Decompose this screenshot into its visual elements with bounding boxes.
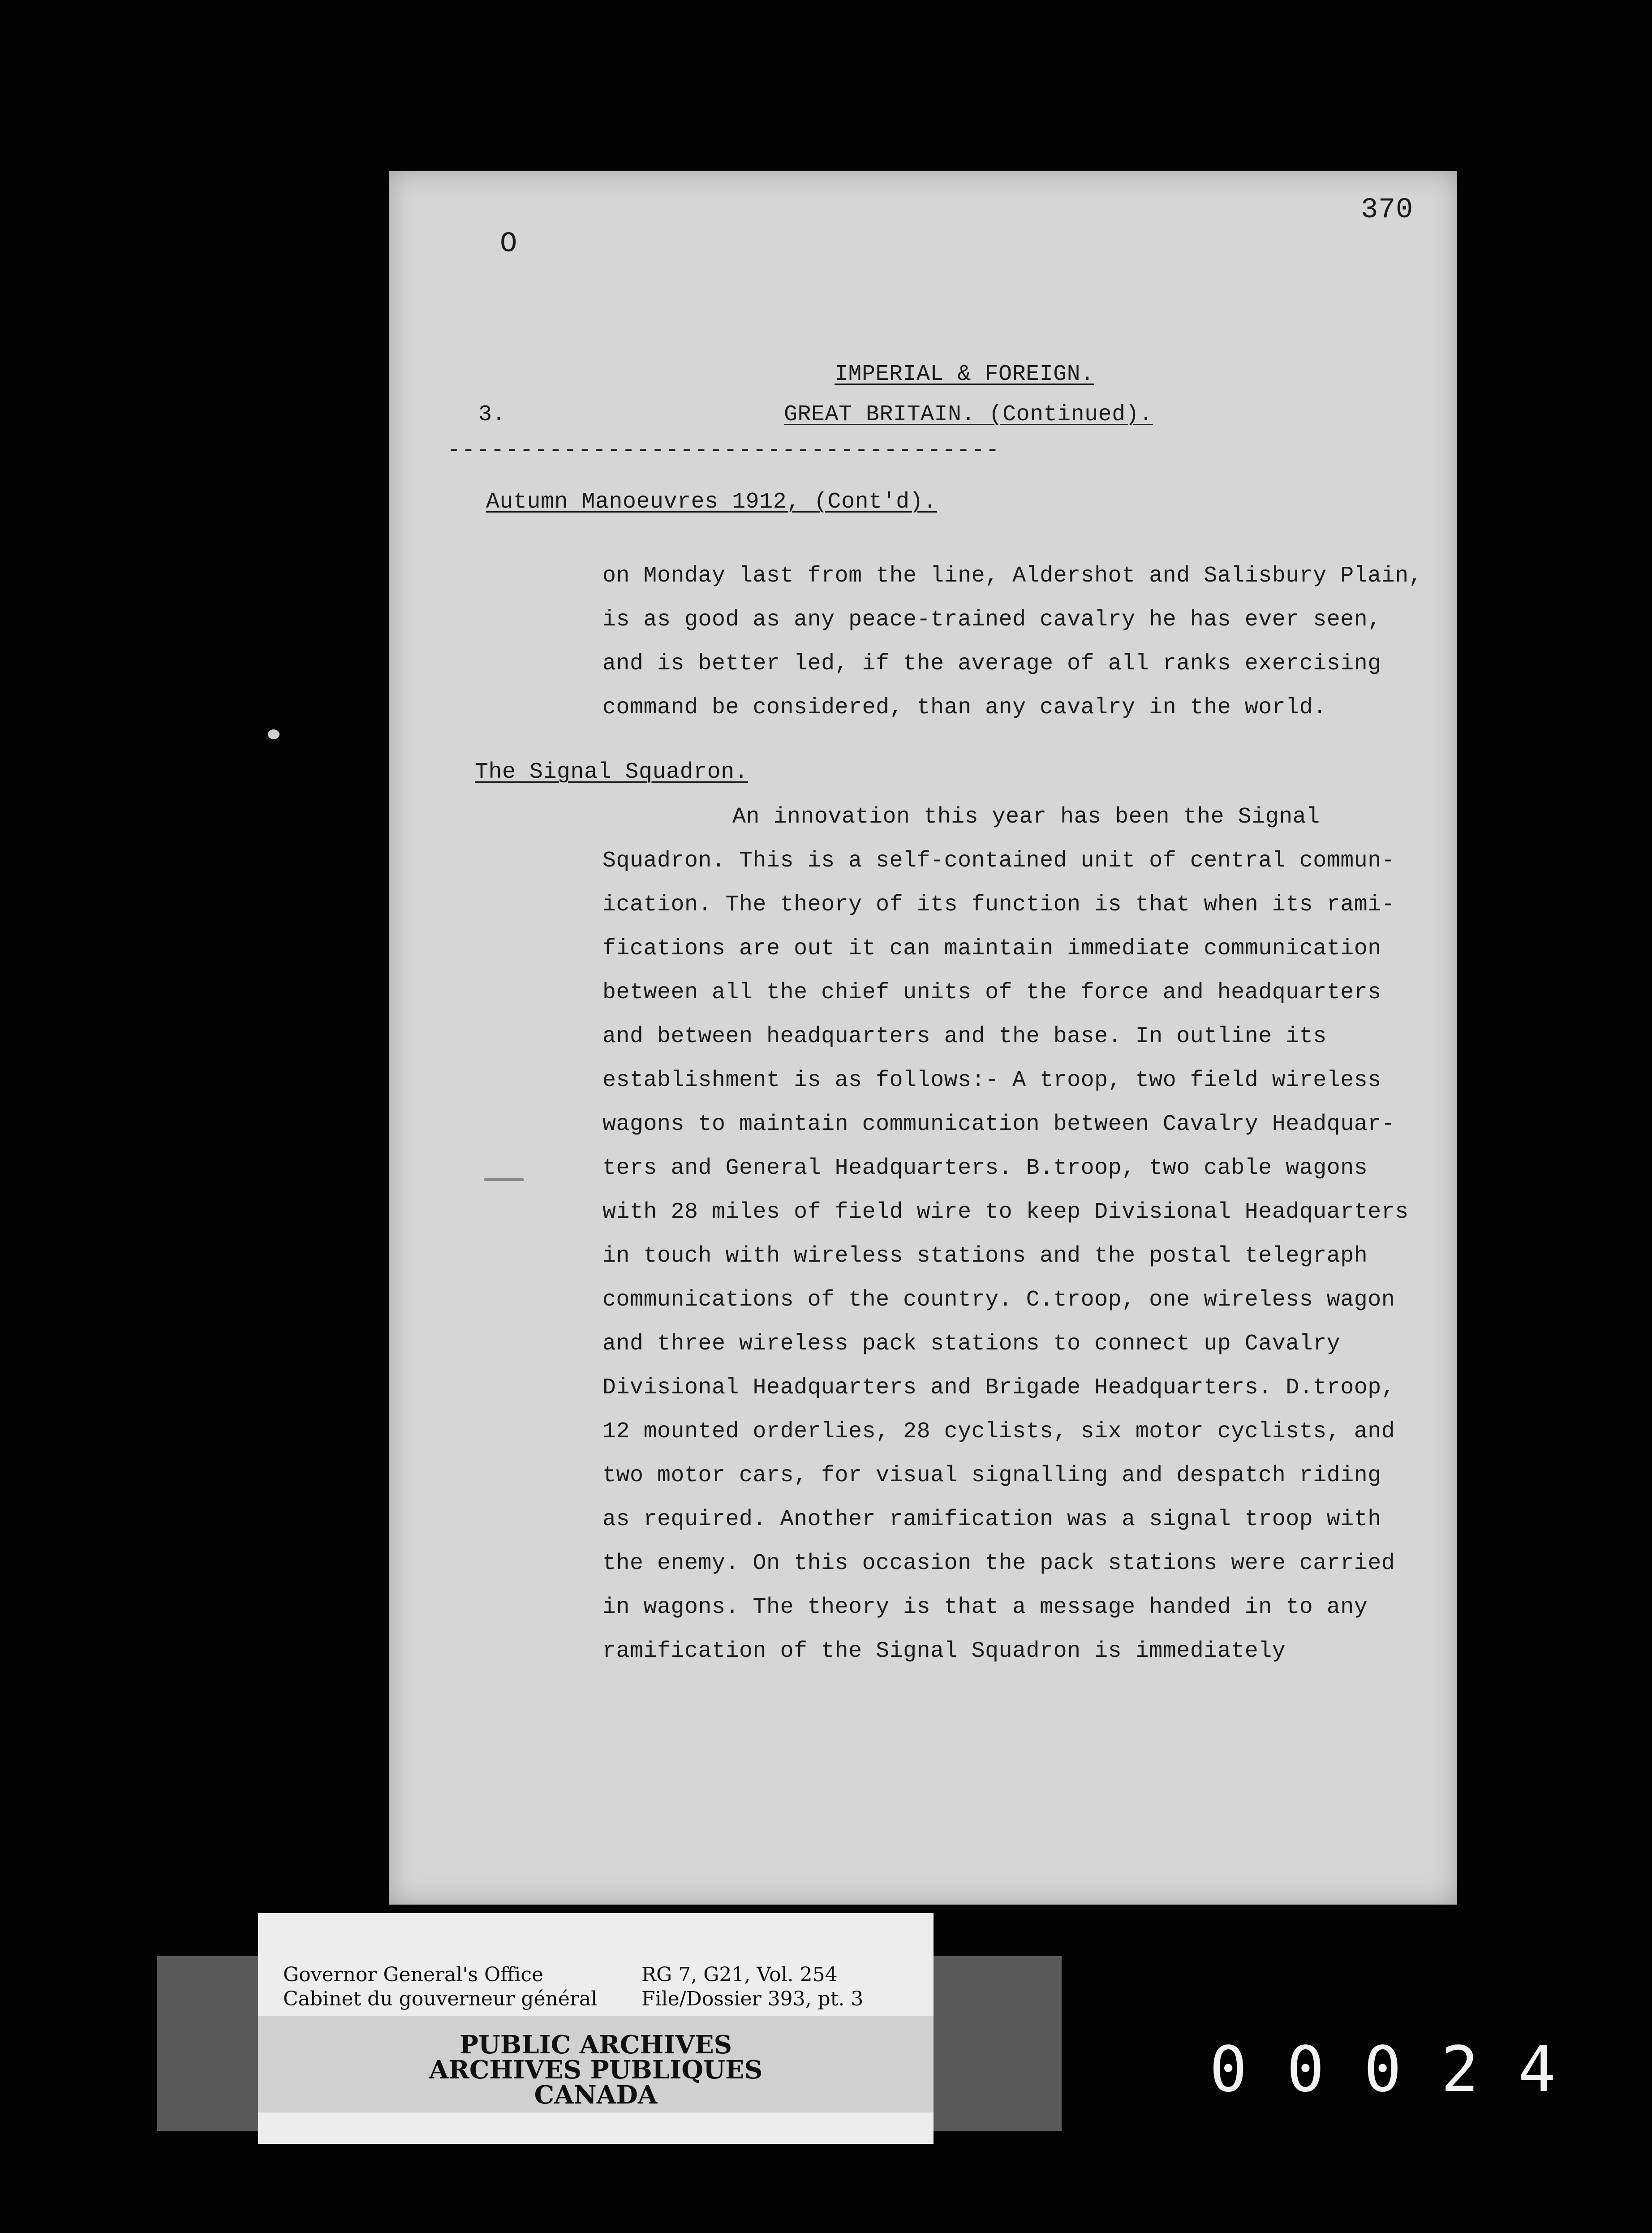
archives-stamp bbox=[258, 2016, 934, 2112]
page-number: 370 bbox=[1361, 194, 1413, 226]
text-line: in wagons. The theory is that a message handed in to any bbox=[602, 1595, 1368, 1620]
text-line: ication. The theory of its function is that when its rami- bbox=[602, 892, 1395, 918]
dashed-divider: -------------------------------------- bbox=[447, 438, 1001, 463]
record-group-reference: RG 7, G21, Vol. 254 bbox=[641, 1963, 838, 1986]
office-name-fr: Cabinet du gouverneur général bbox=[283, 1987, 598, 2010]
text-line: establishment is as follows:- A troop, two field wireless bbox=[602, 1068, 1381, 1093]
text-line: on Monday last from the line, Aldershot and Salisbury Plain, bbox=[602, 563, 1423, 589]
typewritten-page bbox=[389, 171, 1457, 1905]
text-line: two motor cars, for visual signalling and despatch riding bbox=[602, 1463, 1381, 1488]
text-line: between all the chief units of the force and headquarters bbox=[602, 980, 1381, 1005]
text-line: the enemy. On this occasion the pack stations were carried bbox=[602, 1551, 1395, 1576]
text-line: ters and General Headquarters. B.troop, two cable wagons bbox=[602, 1155, 1368, 1181]
text-line: and is better led, if the average of all ranks exercising bbox=[602, 651, 1381, 677]
text-line: Divisional Headquarters and Brigade Headquarters. D.troop, bbox=[602, 1375, 1395, 1401]
corner-mark: O bbox=[500, 228, 517, 260]
document-subheading: GREAT BRITAIN. (Continued). bbox=[784, 402, 1153, 427]
text-line: with 28 miles of field wire to keep Divisional Headquarters bbox=[602, 1199, 1409, 1225]
text-line: An innovation this year has been the Signal bbox=[732, 804, 1320, 830]
stamp-line-en: PUBLIC ARCHIVES bbox=[459, 2030, 732, 2060]
text-line: fications are out it can maintain immediate communication bbox=[602, 936, 1381, 961]
frame-number: 00024 bbox=[1209, 2033, 1596, 2106]
text-line: command be considered, than any cavalry in the world. bbox=[602, 695, 1327, 720]
text-line: in touch with wireless stations and the postal telegraph bbox=[602, 1243, 1368, 1269]
text-line: 12 mounted orderlies, 28 cyclists, six motor cyclists, and bbox=[602, 1419, 1395, 1444]
document-heading: IMPERIAL & FOREIGN. bbox=[835, 362, 1094, 387]
text-line: is as good as any peace-trained cavalry he has ever seen, bbox=[602, 607, 1381, 633]
stamp-line-country: CANADA bbox=[534, 2080, 658, 2110]
text-line: and three wireless pack stations to connect up Cavalry bbox=[602, 1331, 1341, 1357]
text-line: Squadron. This is a self-contained unit of central commun- bbox=[602, 848, 1395, 874]
office-name-en: Governor General's Office bbox=[283, 1963, 544, 1986]
text-line: and between headquarters and the base. In outline its bbox=[602, 1024, 1327, 1049]
section-number: 3. bbox=[478, 402, 506, 427]
subsection-title: The Signal Squadron. bbox=[475, 759, 749, 785]
text-line: ramification of the Signal Squadron is immediately bbox=[602, 1638, 1286, 1664]
film-speck bbox=[268, 729, 280, 739]
file-reference: File/Dossier 393, pt. 3 bbox=[641, 1987, 864, 2010]
stamp-line-fr: ARCHIVES PUBLIQUES bbox=[429, 2055, 763, 2085]
topic-heading: Autumn Manoeuvres 1912, (Cont'd). bbox=[486, 489, 937, 515]
text-line: as required. Another ramification was a signal troop with bbox=[602, 1507, 1381, 1532]
film-speck bbox=[484, 1178, 524, 1181]
text-line: wagons to maintain communication between Cavalry Headquar- bbox=[602, 1112, 1395, 1137]
text-line: communications of the country. C.troop, one wireless wagon bbox=[602, 1287, 1395, 1313]
